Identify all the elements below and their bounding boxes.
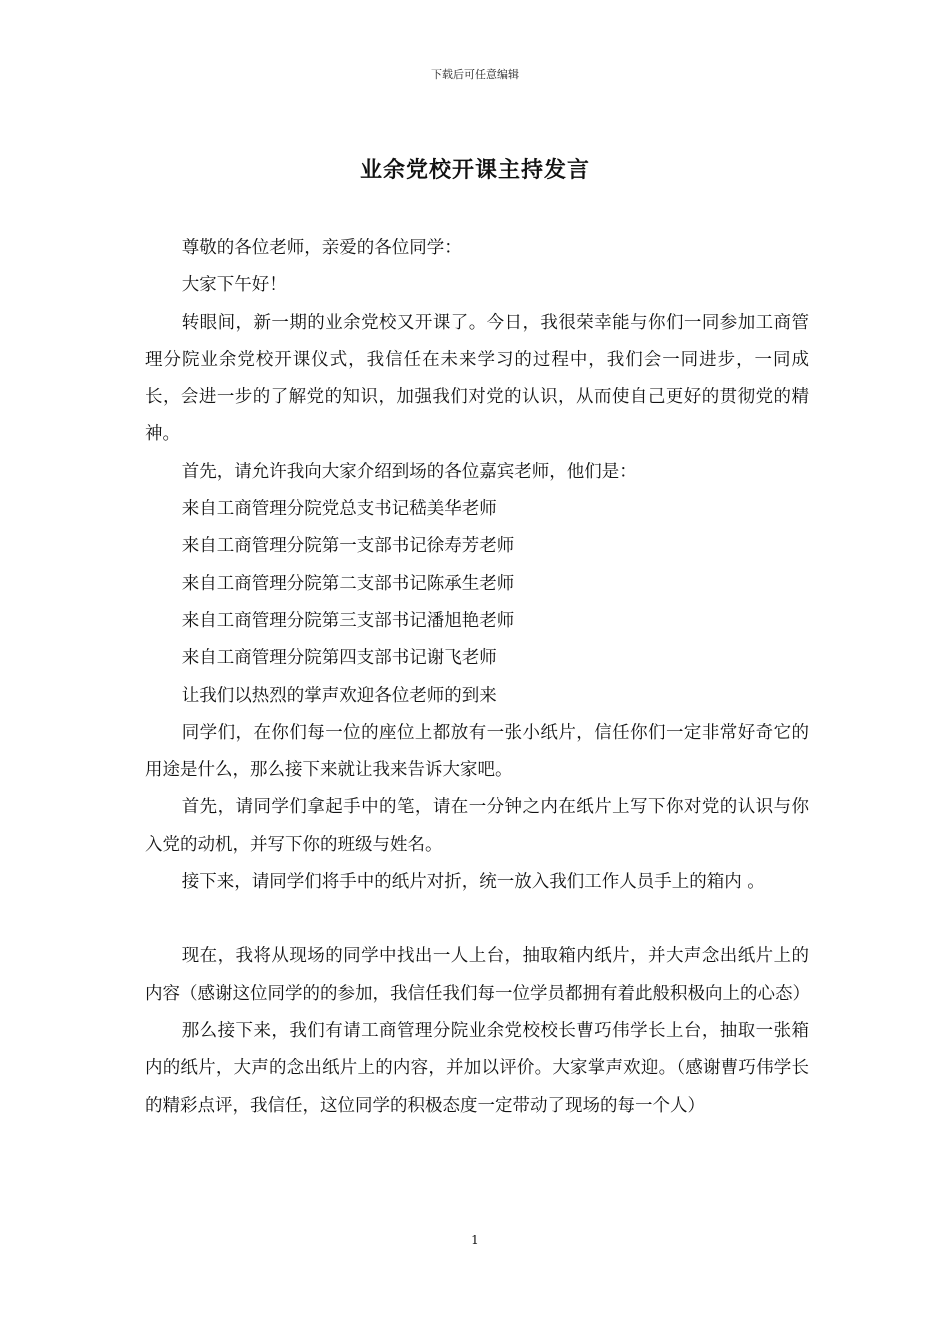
header-note: 下载后可任意编辑 — [431, 68, 519, 81]
paragraph-guest-4: 来自工商管理分院第三支部书记潘旭艳老师 — [181, 610, 515, 631]
paragraph-welcome-applause: 让我们以热烈的掌声欢迎各位老师的到来 — [181, 685, 497, 706]
paragraph-fold-instructions: 接下来，请同学们将手中的纸片对折，统一放入我们工作人员手上的箱内 。 — [181, 872, 765, 893]
paragraph-guest-2: 来自工商管理分院第一支部书记徐寿芳老师 — [181, 536, 515, 557]
paragraph-guest-intro: 首先，请允许我向大家介绍到场的各位嘉宾老师，他们是： — [181, 461, 637, 482]
paragraph-draw-student: 现在，我将从现场的同学中找出一人上台，抽取箱内纸片，并大声念出纸片上的内容（感谢这位同学的的参加，我信任我们每一位学员都拥有着此般积极向上的心态） — [145, 946, 810, 1004]
document-body — [145, 230, 809, 1125]
paragraph-guest-1: 来自工商管理分院党总支书记嵇美华老师 — [181, 499, 497, 520]
paragraph-greeting: 大家下午好！ — [181, 275, 287, 296]
paragraph-opening: 转眼间，新一期的业余党校又开课了。今日，我很荣幸能与你们一同参加工商管理分院业余党校开课仪式，我信任在未来学习的过程中，我们会一同进步，一同成长，会进一步的了解党的知识，加强我们对党的认识，从而使自己更好的贯彻党的精神。 — [145, 312, 809, 445]
paragraph-salutation: 尊敬的各位老师，亲爱的各位同学： — [181, 238, 462, 258]
paragraph-principal: 那么接下来，我们有请工商管理分院业余党校校长曹巧伟学长上台，抽取一张箱内的纸片，大声的念出纸片上的内容，并加以评价。大家掌声欢迎。（感谢曹巧伟学长的精彩点评，我信任，这位同学的积极态度一定带动了现场的每一个人） — [145, 1020, 809, 1116]
paragraph-guest-5: 来自工商管理分院第四支部书记谢飞老师 — [181, 648, 497, 669]
paragraph-paper-slip: 同学们，在你们每一位的座位上都放有一张小纸片，信任你们一定非常好奇它的用途是什么，那么接下来就让我来告诉大家吧。 — [145, 722, 809, 781]
document-title: 业余党校开课主持发言 — [359, 157, 590, 183]
page-number: 1 — [471, 1233, 479, 1247]
paragraph-guest-3: 来自工商管理分院第二支部书记陈承生老师 — [181, 573, 515, 594]
paragraph-write-instructions: 首先，请同学们拿起手中的笔，请在一分钟之内在纸片上写下你对党的认识与你入党的动机，并写下你的班级与姓名。 — [145, 797, 809, 855]
